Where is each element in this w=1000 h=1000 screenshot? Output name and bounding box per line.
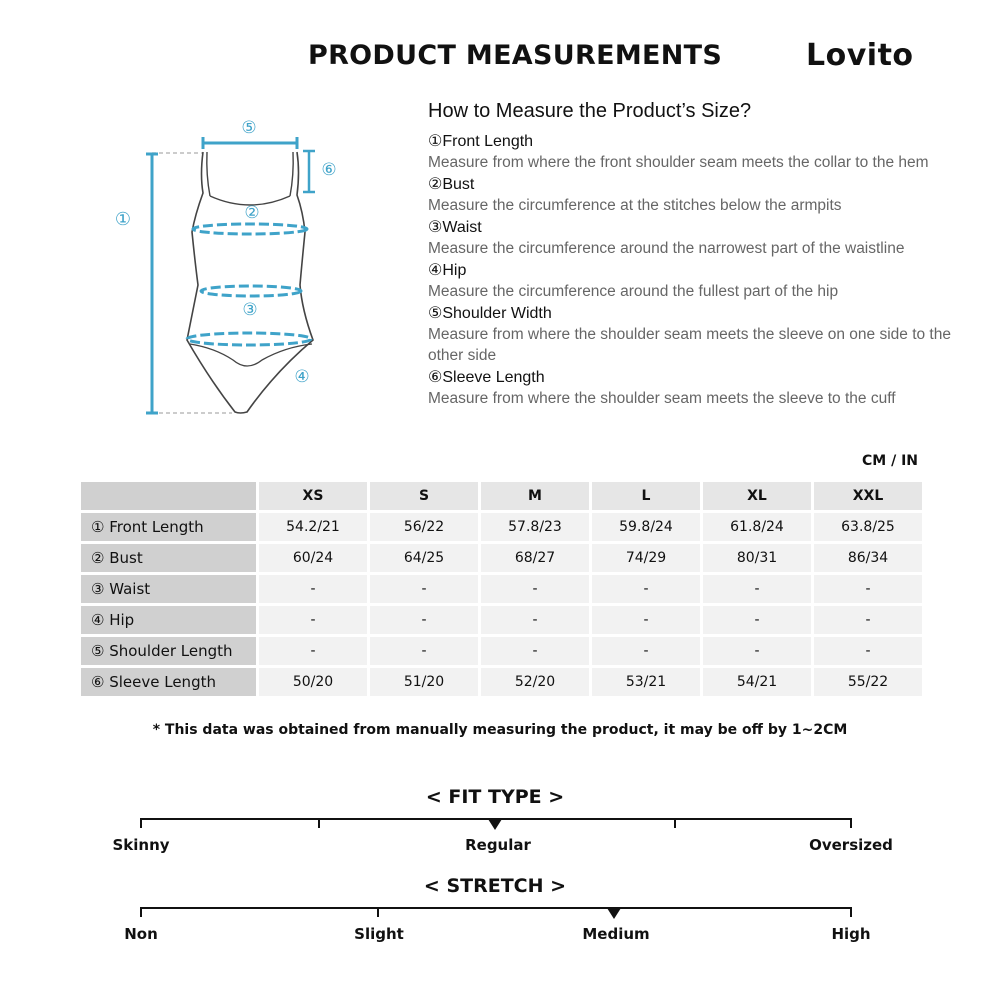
measure-description: Measure from where the front shoulder seam meets the collar to the hem (428, 154, 929, 171)
table-cell: - (259, 575, 367, 603)
size-header: S (370, 482, 478, 510)
table-cell: - (481, 575, 589, 603)
stretch-label-slight: Slight (354, 925, 404, 943)
table-row (81, 544, 922, 572)
scale-tick (674, 818, 676, 828)
table-cell: 74/29 (592, 544, 700, 572)
table-cell: 86/34 (814, 544, 922, 572)
table-cell: 54.2/21 (259, 513, 367, 541)
table-cell: 52/20 (481, 668, 589, 696)
table-cell: - (592, 637, 700, 665)
table-cell: 60/24 (259, 544, 367, 572)
row-label: ① Front Length (81, 513, 256, 541)
scale-tick (140, 818, 142, 828)
unit-label: CM / IN (862, 453, 918, 469)
size-header: XS (259, 482, 367, 510)
label-waist: ③ (242, 300, 258, 320)
measure-heading: ④Hip (428, 262, 467, 279)
table-cell: - (370, 606, 478, 634)
table-cell: 56/22 (370, 513, 478, 541)
measurement-note: * This data was obtained from manually measuring the product, it may be off by 1~2CM (152, 722, 848, 738)
table-header-row (81, 482, 922, 510)
scale-tick (140, 907, 142, 917)
table-cell: - (814, 575, 922, 603)
table-cell: - (703, 637, 811, 665)
table-row (81, 606, 922, 634)
size-header: XXL (814, 482, 922, 510)
stretch-title: < STRETCH > (423, 875, 567, 897)
size-header: XL (703, 482, 811, 510)
fit-label-skinny: Skinny (112, 836, 170, 854)
scale-tick (850, 818, 852, 828)
scale-tick (318, 818, 320, 828)
fit-type-marker-icon (488, 819, 502, 830)
measure-heading: ②Bust (428, 176, 475, 193)
scale-tick (850, 907, 852, 917)
fit-label-oversized: Oversized (809, 836, 893, 854)
table-cell: - (703, 606, 811, 634)
measure-heading: ③Waist (428, 219, 482, 236)
table-cell: 61.8/24 (703, 513, 811, 541)
table-cell: - (259, 606, 367, 634)
stretch-label-high: High (831, 925, 871, 943)
table-row (81, 513, 922, 541)
stretch-line (140, 907, 852, 909)
label-hip: ④ (294, 367, 310, 387)
table-row (81, 637, 922, 665)
table-cell: 57.8/23 (481, 513, 589, 541)
bodysuit-outline-icon (100, 110, 360, 430)
table-cell: 59.8/24 (592, 513, 700, 541)
table-cell: 54/21 (703, 668, 811, 696)
table-cell: 53/21 (592, 668, 700, 696)
table-cell: - (259, 637, 367, 665)
table-cell: 68/27 (481, 544, 589, 572)
measure-heading: ⑤Shoulder Width (428, 305, 552, 322)
table-cell: - (481, 637, 589, 665)
fit-type-title: < FIT TYPE > (425, 786, 565, 808)
table-cell: 64/25 (370, 544, 478, 572)
how-to-measure-title: How to Measure the Product’s Size? (428, 100, 752, 122)
table-cell: - (370, 637, 478, 665)
table-cell: - (814, 606, 922, 634)
label-sleeve-length: ⑥ (321, 160, 337, 180)
table-cell: - (592, 606, 700, 634)
how-to-measure-section (428, 100, 968, 410)
fit-label-regular: Regular (465, 836, 531, 854)
table-cell: 50/20 (259, 668, 367, 696)
table-cell: 80/31 (703, 544, 811, 572)
scale-tick (377, 907, 379, 917)
table-corner (81, 482, 256, 510)
size-header: L (592, 482, 700, 510)
table-cell: 51/20 (370, 668, 478, 696)
table-cell: - (814, 637, 922, 665)
row-label: ⑥ Sleeve Length (81, 668, 256, 696)
table-cell: 55/22 (814, 668, 922, 696)
table-cell: - (370, 575, 478, 603)
stretch-label-medium: Medium (582, 925, 650, 943)
measure-description: Measure from where the shoulder seam meets the sleeve on one side to the other side (428, 326, 951, 364)
size-table (78, 479, 925, 699)
bodysuit-diagram (100, 110, 360, 430)
measure-heading: ⑥Sleeve Length (428, 369, 545, 386)
page-title: PRODUCT MEASUREMENTS (308, 40, 723, 71)
label-shoulder-width: ⑤ (241, 118, 257, 138)
stretch-marker-icon (607, 908, 621, 919)
table-cell: 63.8/25 (814, 513, 922, 541)
measure-description: Measure the circumference around the narrowest part of the waistline (428, 240, 905, 257)
label-front-length: ① (114, 209, 132, 230)
measure-description: Measure from where the shoulder seam meets the sleeve to the cuff (428, 390, 896, 407)
row-label: ⑤ Shoulder Length (81, 637, 256, 665)
measure-description: Measure the circumference around the fullest part of the hip (428, 283, 839, 300)
row-label: ② Bust (81, 544, 256, 572)
brand-logo: Lovito (806, 38, 914, 73)
table-row (81, 575, 922, 603)
table-row (81, 668, 922, 696)
measure-description: Measure the circumference at the stitches below the armpits (428, 197, 842, 214)
label-bust: ② (244, 203, 260, 223)
table-cell: - (592, 575, 700, 603)
row-label: ③ Waist (81, 575, 256, 603)
stretch-label-non: Non (124, 925, 158, 943)
table-cell: - (481, 606, 589, 634)
row-label: ④ Hip (81, 606, 256, 634)
measure-heading: ①Front Length (428, 133, 534, 150)
size-header: M (481, 482, 589, 510)
table-cell: - (703, 575, 811, 603)
